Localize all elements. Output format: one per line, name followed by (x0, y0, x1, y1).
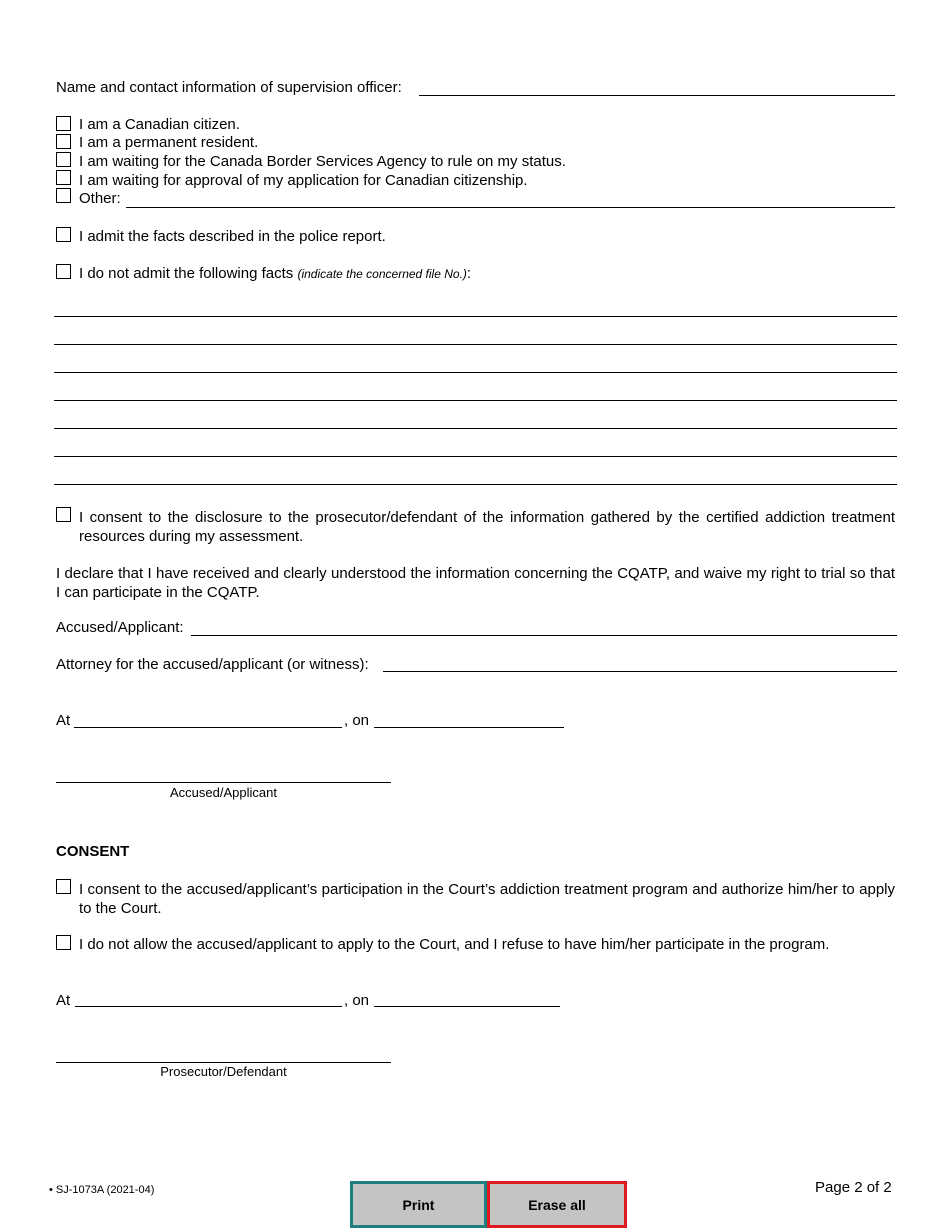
facts-line-2[interactable] (54, 344, 897, 345)
facts-line-4[interactable] (54, 400, 897, 401)
facts-line-3[interactable] (54, 372, 897, 373)
checkbox-other[interactable] (56, 188, 71, 203)
consent-heading: CONSENT (56, 843, 130, 860)
checkbox-disclosure-consent[interactable] (56, 507, 71, 522)
not-admit-facts-suffix: : (466, 265, 472, 282)
attorney-field[interactable] (383, 671, 897, 672)
facts-line-6[interactable] (54, 456, 897, 457)
form-code: • SJ-1073A (2021-04) (49, 1184, 155, 1196)
date-field-1[interactable] (374, 727, 564, 728)
date-field-2[interactable] (374, 1006, 560, 1007)
accused-applicant-label: Accused/Applicant: (56, 619, 184, 636)
place-label-2: At (56, 992, 71, 1009)
erase-all-button[interactable]: Erase all (487, 1181, 627, 1228)
consent-participation-label: I consent to the accused/applicant’s participation in the Court’s addiction treatment program and authorize him/her to apply to the Court. (79, 881, 895, 917)
date-label-2: , on (344, 992, 370, 1009)
checkbox-admit-facts[interactable] (56, 227, 71, 242)
attorney-label: Attorney for the accused/applicant (or witness): (56, 656, 369, 673)
supervision-officer-label: Name and contact information of supervision officer: (56, 79, 402, 96)
option-citizenship-application: I am waiting for approval of my application for Canadian citizenship. (79, 172, 528, 189)
option-canadian-citizen: I am a Canadian citizen. (79, 116, 240, 133)
signature-line-accused[interactable] (56, 782, 391, 783)
other-field[interactable] (126, 207, 895, 208)
checkbox-consent-participation[interactable] (56, 879, 71, 894)
checkbox-refuse-participation[interactable] (56, 935, 71, 950)
option-permanent-resident: I am a permanent resident. (79, 134, 259, 151)
option-cbsa-status: I am waiting for the Canada Border Services Agency to rule on my status. (79, 153, 566, 170)
refuse-participation-label: I do not allow the accused/applicant to apply to the Court, and I refuse to have him/her participate in the program. (79, 936, 830, 953)
not-admit-facts-label (79, 265, 471, 283)
place-label-1: At (56, 712, 71, 729)
not-admit-facts-note: (indicate the concerned file No.) (297, 267, 467, 281)
date-label-1: , on (344, 712, 370, 729)
signature-caption-accused: Accused/Applicant (170, 785, 277, 800)
supervision-officer-field[interactable] (419, 95, 895, 96)
page-number: Page 2 of 2 (815, 1179, 892, 1196)
place-field-2[interactable] (75, 1006, 342, 1007)
disclosure-consent-label: I consent to the disclosure to the prosecutor/defendant of the information gathered by the certified addiction treatment resources during my assessment. (79, 509, 895, 545)
place-field-1[interactable] (74, 727, 342, 728)
checkbox-not-admit-facts[interactable] (56, 264, 71, 279)
facts-line-1[interactable] (54, 316, 897, 317)
declaration-text: I declare that I have received and clearly understood the information concerning the CQATP, and waive my right to trial so that I can participate in the CQATP. (56, 565, 895, 601)
option-other: Other: (79, 190, 121, 207)
checkbox-permanent-resident[interactable] (56, 134, 71, 149)
signature-caption-prosecutor: Prosecutor/Defendant (160, 1064, 287, 1079)
checkbox-cbsa-status[interactable] (56, 152, 71, 167)
admit-facts-label: I admit the facts described in the police report. (79, 228, 386, 245)
not-admit-facts-text: I do not admit the following facts (79, 265, 294, 282)
checkbox-citizenship-application[interactable] (56, 170, 71, 185)
facts-line-7[interactable] (54, 484, 897, 485)
facts-line-5[interactable] (54, 428, 897, 429)
accused-applicant-field[interactable] (191, 635, 897, 636)
checkbox-canadian-citizen[interactable] (56, 116, 71, 131)
print-button[interactable]: Print (350, 1181, 487, 1228)
